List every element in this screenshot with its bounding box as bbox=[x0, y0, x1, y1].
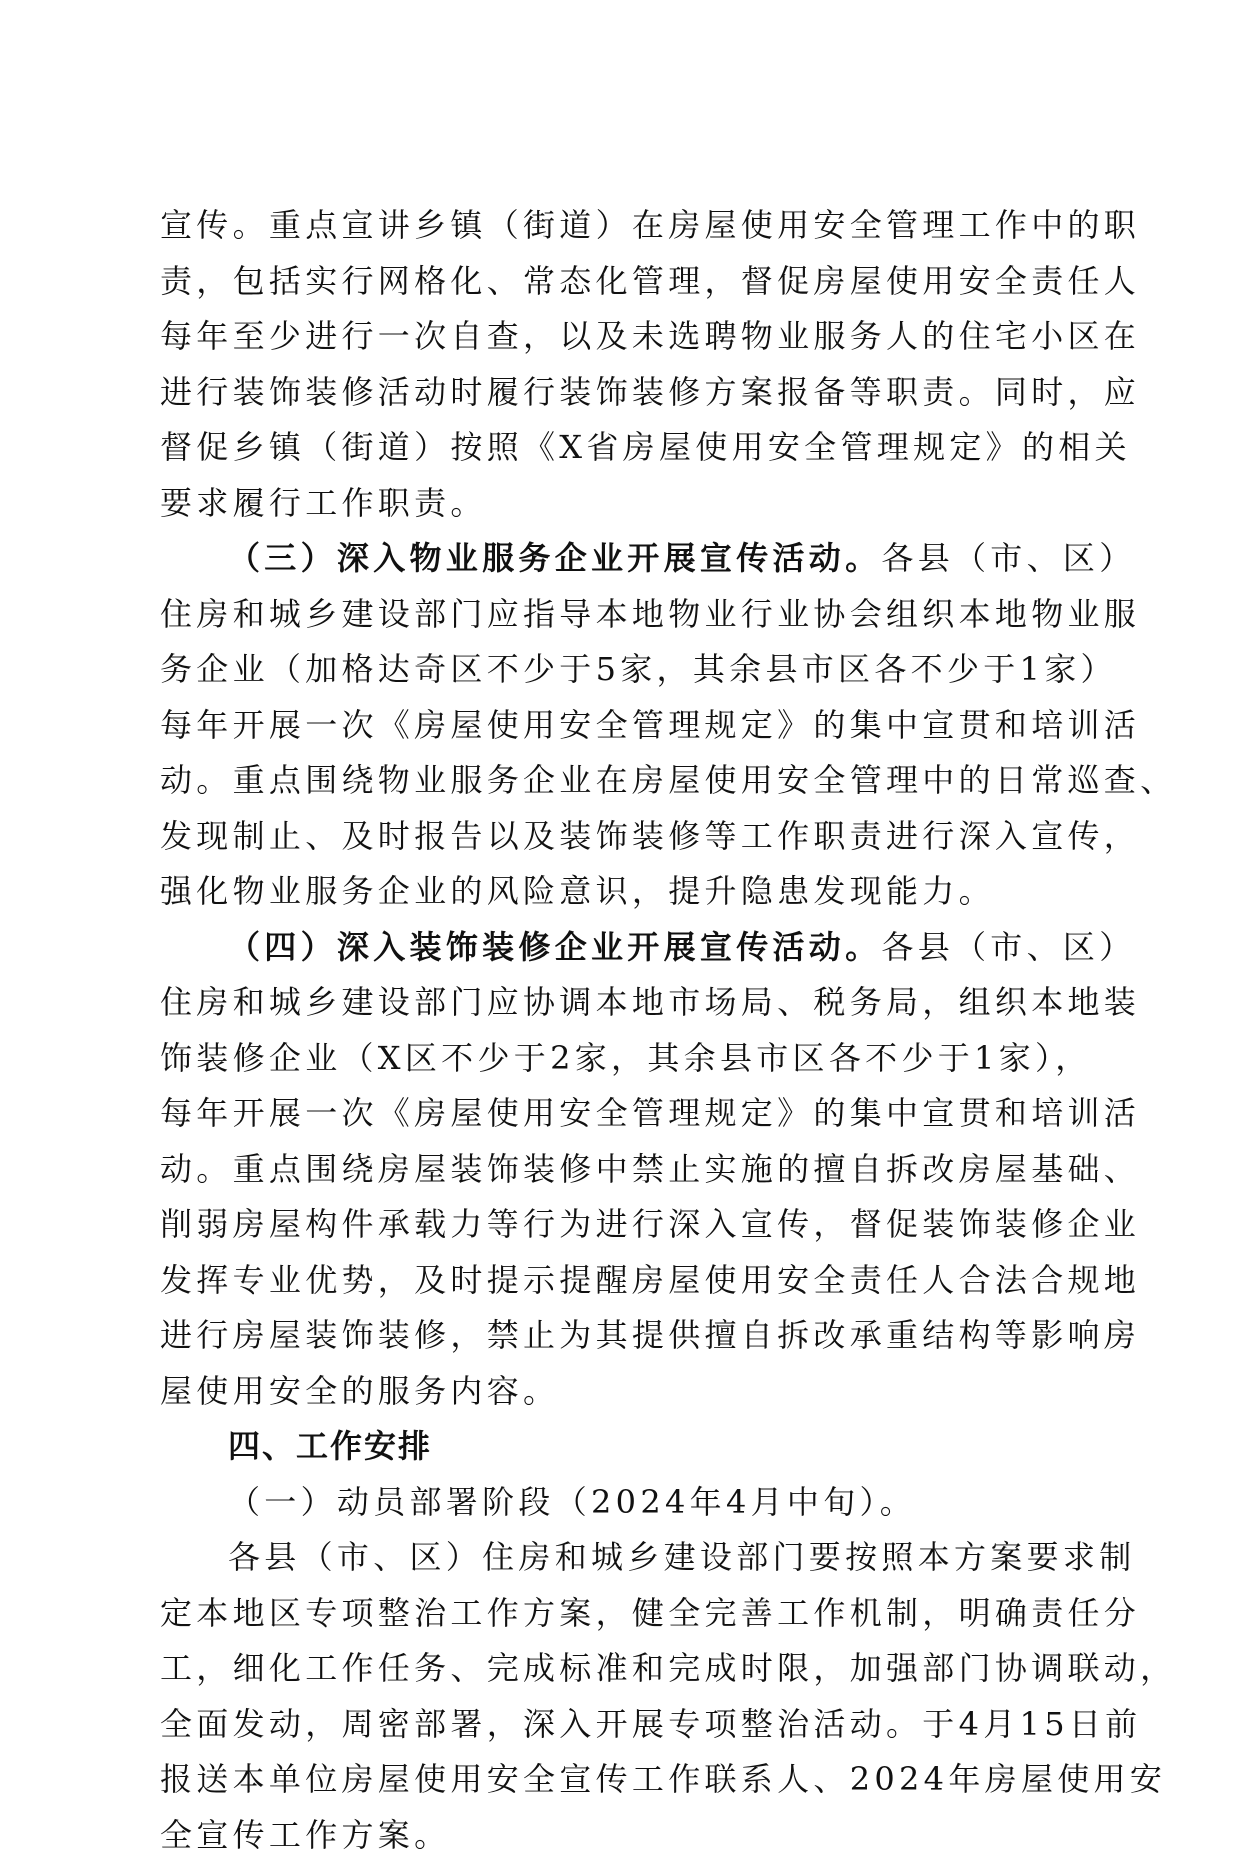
paragraph-line: 住房和城乡建设部门应协调本地市场局、税务局，组织本地装 bbox=[160, 975, 1080, 1031]
paragraph-line: 每年至少进行一次自查，以及未选聘物业服务人的住宅小区在 bbox=[160, 309, 1080, 365]
paragraph-line: 进行房屋装饰装修，禁止为其提供擅自拆改承重结构等影响房 bbox=[160, 1308, 1080, 1364]
paragraph-line: 动。重点围绕房屋装饰装修中禁止实施的擅自拆改房屋基础、 bbox=[160, 1142, 1080, 1198]
document-body bbox=[160, 198, 1080, 1863]
paragraph-line: 动。重点围绕物业服务企业在房屋使用安全管理中的日常巡查、 bbox=[160, 753, 1080, 809]
paragraph-line: 饰装修企业（X区不少于2家，其余县市区各不少于1家）， bbox=[160, 1031, 1080, 1087]
paragraph-first-line bbox=[160, 920, 1080, 976]
paragraph-line: 报送本单位房屋使用安全宣传工作联系人、2024年房屋使用安 bbox=[160, 1752, 1080, 1808]
paragraph-line: 削弱房屋构件承载力等行为进行深入宣传，督促装饰装修企业 bbox=[160, 1197, 1080, 1253]
paragraph-line: 发现制止、及时报告以及装饰装修等工作职责进行深入宣传， bbox=[160, 809, 1080, 865]
paragraph-first-line: 各县（市、区）住房和城乡建设部门要按照本方案要求制 bbox=[160, 1530, 1080, 1586]
paragraph-line: 住房和城乡建设部门应指导本地物业行业协会组织本地物业服 bbox=[160, 587, 1080, 643]
paragraph-line: 发挥专业优势，及时提示提醒房屋使用安全责任人合法合规地 bbox=[160, 1253, 1080, 1309]
paragraph-line: 全面发动，周密部署，深入开展专项整治活动。于4月15日前 bbox=[160, 1697, 1080, 1753]
paragraph-line: 工，细化工作任务、完成标准和完成时限，加强部门协调联动， bbox=[160, 1641, 1080, 1697]
paragraph-line: 每年开展一次《房屋使用安全管理规定》的集中宣贯和培训活 bbox=[160, 698, 1080, 754]
paragraph-line: 强化物业服务企业的风险意识，提升隐患发现能力。 bbox=[160, 864, 1080, 920]
paragraph-line: 屋使用安全的服务内容。 bbox=[160, 1364, 1080, 1420]
paragraph-line: 要求履行工作职责。 bbox=[160, 476, 1080, 532]
paragraph-line-text: 各县（市、区） bbox=[881, 928, 1135, 966]
section-lead-3: （三）深入物业服务企业开展宣传活动。 bbox=[228, 539, 881, 577]
paragraph-line: 定本地区专项整治工作方案，健全完善工作机制，明确责任分 bbox=[160, 1586, 1080, 1642]
subsection-heading: （一）动员部署阶段（2024年4月中旬）。 bbox=[160, 1475, 1080, 1531]
paragraph-line-text: 各县（市、区） bbox=[881, 539, 1135, 577]
paragraph-line: 宣传。重点宣讲乡镇（街道）在房屋使用安全管理工作中的职 bbox=[160, 198, 1080, 254]
section-lead-4: （四）深入装饰装修企业开展宣传活动。 bbox=[228, 928, 881, 966]
paragraph-line: 全宣传工作方案。 bbox=[160, 1808, 1080, 1863]
paragraph-line: 督促乡镇（街道）按照《X省房屋使用安全管理规定》的相关 bbox=[160, 420, 1080, 476]
paragraph-first-line bbox=[160, 531, 1080, 587]
section-heading: 四、工作安排 bbox=[160, 1419, 1080, 1475]
paragraph-line: 务企业（加格达奇区不少于5家，其余县市区各不少于1家） bbox=[160, 642, 1080, 698]
paragraph-line: 每年开展一次《房屋使用安全管理规定》的集中宣贯和培训活 bbox=[160, 1086, 1080, 1142]
paragraph-line: 责，包括实行网格化、常态化管理，督促房屋使用安全责任人 bbox=[160, 254, 1080, 310]
paragraph-line: 进行装饰装修活动时履行装饰装修方案报备等职责。同时，应 bbox=[160, 365, 1080, 421]
